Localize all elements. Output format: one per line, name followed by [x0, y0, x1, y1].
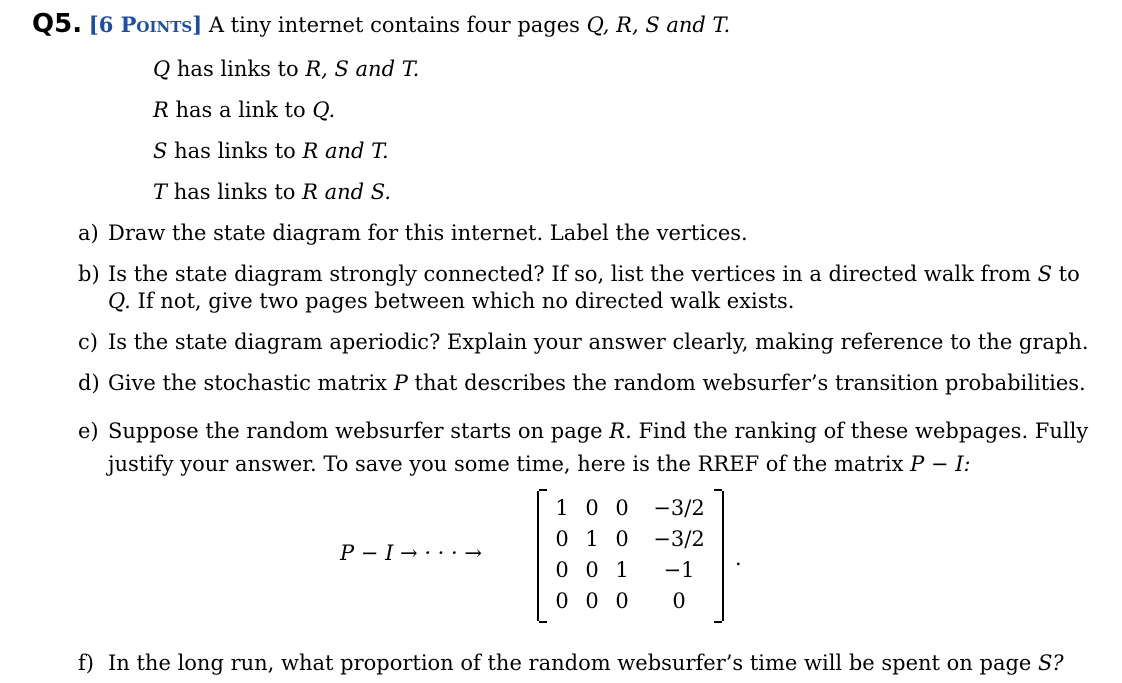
matrix-cell: −3/2 [653, 527, 705, 551]
matrix-row [539, 524, 722, 554]
part-text: In the long run, what proportion of the random websurfer’s time will be spent on page [108, 651, 1032, 675]
matrix-row [539, 493, 722, 523]
part-b-line1 [78, 261, 1080, 287]
link-line-t [153, 179, 391, 205]
part-e-line1 [78, 418, 1088, 444]
rref-lhs: P − I → · · · → [340, 541, 482, 565]
matrix-cell: 0 [615, 589, 629, 613]
link-targets: Q. [312, 98, 336, 122]
matrix-cell: 0 [585, 496, 599, 520]
part-label: e) [78, 419, 99, 443]
matrix-cell: 0 [555, 527, 569, 551]
part-e-line2 [108, 451, 971, 477]
matrix-expr: P − I: [910, 452, 971, 476]
part-text: Draw the state diagram for this internet. Label the vertices. [108, 221, 748, 245]
link-page: Q [153, 57, 171, 81]
part-label: a) [78, 221, 99, 245]
link-line-q [153, 56, 419, 82]
link-line-r [153, 97, 335, 123]
matrix-cell: 0 [585, 589, 599, 613]
link-text: has a link to [175, 98, 306, 122]
vertex-var: S [1037, 262, 1052, 286]
part-label: c) [78, 330, 98, 354]
points-badge: [6 Points] [88, 12, 203, 37]
link-page: R [153, 98, 169, 122]
link-targets: R and T. [302, 139, 389, 163]
link-text: has links to [174, 139, 296, 163]
link-page: T [153, 180, 168, 204]
part-d [78, 370, 1086, 396]
link-line-s [153, 138, 389, 164]
part-b-line2 [108, 288, 794, 314]
part-label: b) [78, 262, 100, 286]
part-text: that describes the random websurfer’s transition probabilities. [414, 371, 1086, 395]
part-text: Is the state diagram strongly connected? If so, list the vertices in a directed walk from [108, 262, 1031, 286]
question-header [32, 11, 730, 38]
part-text: to [1058, 262, 1080, 286]
part-text: Is the state diagram aperiodic? Explain your answer clearly, making reference to the graph. [108, 330, 1089, 354]
part-label: d) [78, 371, 100, 395]
matrix-cell: 0 [555, 589, 569, 613]
page-var: S? [1038, 651, 1064, 675]
link-text: has links to [173, 180, 296, 204]
part-f [78, 650, 1064, 676]
question-intro: A tiny internet contains four pages [208, 13, 580, 37]
matrix-cell: 0 [585, 558, 599, 582]
question-pages: Q, R, S and T. [586, 13, 731, 37]
matrix-cell: 1 [615, 558, 629, 582]
matrix-cell: −1 [663, 558, 695, 582]
matrix-cell: −3/2 [653, 496, 705, 520]
question-number: Q5. [32, 9, 83, 39]
page-var: R. [609, 419, 632, 443]
matrix-cell: 1 [585, 527, 599, 551]
matrix-var: P [393, 371, 408, 395]
part-text: justify your answer. To save you some time, here is the RREF of the matrix [108, 452, 904, 476]
matrix-cell: 0 [555, 558, 569, 582]
matrix-cell: 0 [615, 527, 629, 551]
matrix-row [539, 586, 722, 616]
matrix-cell: 0 [615, 496, 629, 520]
part-label: f) [78, 651, 94, 675]
part-text: Give the stochastic matrix [108, 371, 388, 395]
part-a [78, 220, 748, 246]
part-text: Suppose the random websurfer starts on page [108, 419, 603, 443]
rref-matrix [537, 491, 724, 621]
part-text: If not, give two pages between which no directed walk exists. [137, 289, 795, 313]
link-targets: R, S and T. [305, 57, 420, 81]
link-text: has links to [176, 57, 299, 81]
part-c [78, 329, 1089, 355]
matrix-row [539, 555, 722, 585]
matrix-period: . [735, 546, 742, 570]
link-targets: R and S. [302, 180, 392, 204]
link-page: S [153, 139, 168, 163]
part-text: Find the ranking of these webpages. Fully [638, 419, 1089, 443]
matrix-cell: 1 [555, 496, 569, 520]
matrix-cell: 0 [672, 589, 686, 613]
vertex-var: Q. [108, 289, 131, 313]
